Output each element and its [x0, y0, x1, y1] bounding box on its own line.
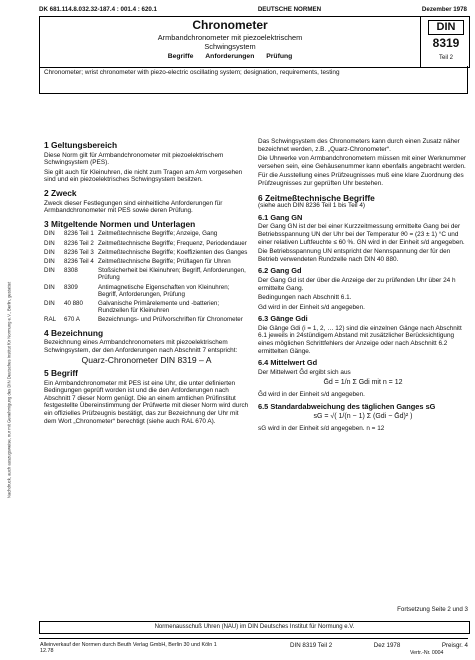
ref-number: 8236 Teil 3 [64, 248, 94, 256]
footer-price-group: Preisgr. 4 [441, 642, 468, 649]
publisher-note: Alleinverkauf der Normen durch Beuth Verlag GmbH, Berlin 30 und Köln 1 [40, 642, 217, 648]
ref-org: DIN [44, 267, 55, 275]
copyright-note: Nachdruck, auch auszugsweise, nur mit Genehmigung des DIN Deutsches Institut für Normung e.V., Berlin, gestattet [6, 281, 12, 499]
ref-org: DIN [44, 248, 55, 256]
section-1-paragraph-1: Diese Norm gilt für Armbandchronometer mit piezoelektrischem Schwingsystem (PES). [44, 151, 224, 167]
header-divider [420, 17, 421, 67]
publisher-code: 12.78 [40, 648, 54, 655]
section-6-4-paragraph-2: Ḡd wird in der Einheit s/d angegeben. [258, 391, 365, 399]
din-logo: DIN [428, 20, 464, 35]
ref-title: Zeitmeßtechnische Begriffe; Anzeige, Gang [98, 230, 218, 238]
committee-bar: Normenausschuß Uhren (NAU) im DIN Deutsches Institut für Normung e.V. [39, 621, 470, 634]
publication-date: Dezember 1978 [421, 6, 467, 13]
footer-publisher [40, 642, 250, 655]
ref-title: Zeitmeßtechnische Begriffe; Prüflagen für Uhren [98, 257, 231, 265]
reference-table [44, 230, 249, 325]
keyword-begriffe: Begriffe [167, 53, 194, 60]
document-title: Chronometer [192, 18, 268, 32]
right-paragraph-3: Für die Ausstellung eines Prüfzeugnisses muß eine klare Zuordnung des Prüfzeugnisses zur geprüften Uhr bestehen. [258, 172, 464, 187]
copyright-sidebar [2, 130, 16, 650]
section-5-heading: 5 Begriff [44, 367, 78, 378]
section-6-2-paragraph-1: Der Gang Gd ist der über die Anzeige der zu prüfenden Uhr über 24 h ermittelte Gang. [258, 276, 456, 292]
section-6-subheading: (siehe auch DIN 8236 Teil 1 bis Teil 4) [258, 202, 366, 210]
ref-org: DIN [44, 299, 55, 307]
section-6-1-paragraph-2: Die Betriebsspannung UN entspricht der Nennspannung der für den Betrieb verwendeten Rundzelle nach DIN 40 880. [258, 248, 451, 263]
keyword-pruefung: Prüfung [266, 53, 293, 60]
ref-number: 8236 Teil 2 [64, 239, 94, 247]
ref-title: Stoßsicherheit bei Kleinuhren; Begriff, Anforderungen, Prüfung [98, 267, 246, 282]
ref-number: 8236 Teil 4 [64, 257, 94, 265]
ref-title: Galvanische Primärelemente und -batterien; Rundzellen für Kleinuhren [98, 299, 220, 315]
subtitle-line-1: Armbandchronometer mit piezoelektrischem [157, 33, 303, 42]
section-6-5-heading: 6.5 Standardabweichung des täglichen Ganges sG [258, 401, 436, 411]
section-5-paragraph: Ein Armbandchronometer mit PES ist eine Uhr, die unter definierten Bedingungen geprüft worden ist und die den Anforderungen nach Abschnitt 7 dieser Norm genügt. Die an einem amtlichen Prüfinstitut festgestellte Übereinstimmung der Prüfwerte mit dieser Norm wird durch ein offizielles Prüfzeugnis bestätigt, das zur Bezeichnung der Uhr mit dem Wort „Chronometer“ berechtigt (siehe auch RAL 670 A). [44, 379, 249, 425]
standard-part: Teil 2 [438, 55, 453, 61]
section-6-1-paragraph-1: Der Gang GN ist der bei einer Kurzzeitmessung ermittelte Gang bei der Betriebsspannung UN der Uhr bei der Temperatur ϑ0 = (23 ± 1) °C und einer relativen Luftfeuchte ≤ 60 %. GN wird in der Einheit s/d angegeben. [258, 223, 465, 246]
reference-row [44, 267, 249, 283]
ref-number: 8308 [64, 267, 78, 275]
ref-number: 40 880 [64, 299, 83, 307]
ref-number: 670 A [64, 316, 80, 324]
ref-number: 8309 [64, 283, 78, 291]
reference-row [44, 300, 249, 316]
subtitle-line-2: Schwingsystem [204, 42, 256, 51]
section-4-heading: 4 Bezeichnung [44, 327, 104, 338]
ref-title: Antimagnetische Eigenschaften von Kleinuhren; Begriff, Anforderungen, Prüfung [98, 283, 230, 298]
ref-org: DIN [44, 283, 55, 291]
publisher-org: DEUTSCHE NORMEN [257, 6, 322, 13]
section-6-4-heading: 6.4 Mittelwert Gd [258, 358, 318, 368]
std-deviation-formula: sG = √( 1/(n − 1) Σ (Gdi − Ḡd)² ) [313, 413, 413, 421]
ref-title: Zeitmeßtechnische Begriffe; Koeffizienten des Ganges [98, 248, 248, 256]
section-6-2-paragraph-3: Gd wird in der Einheit s/d angegeben. [258, 303, 365, 311]
section-6-4-paragraph-1: Der Mittelwert Ḡd ergibt sich aus [258, 368, 351, 376]
section-6-3-paragraph: Die Gänge Gdi (i = 1, 2, … 12) sind die einzelnen Gänge nach Abschnitt 6.1 jeweils in 24stündigem Abstand mit zusätzlicher Berücksichtigung eines möglichen Schrittfehlers der Anzeige oder nach Abschnitt 6.2 ermittelten Gänge. [258, 324, 462, 355]
reference-row [44, 258, 249, 267]
subtitle-keywords [40, 52, 420, 61]
ref-number: 8236 Teil 1 [64, 230, 94, 238]
ref-title: Zeitmeßtechnische Begriffe; Frequenz, Periodendauer [98, 239, 247, 247]
section-3-heading: 3 Mitgeltende Normen und Unterlagen [44, 218, 196, 229]
ref-org: DIN [44, 257, 55, 265]
ref-org: DIN [44, 230, 55, 238]
classification-number: DK 681.114.8.032.32-187.4 : 001.4 : 620.1 [39, 6, 157, 13]
keyword-anforderungen: Anforderungen [205, 53, 255, 60]
section-6-5-paragraph: sG wird in der Einheit s/d angegeben. n = 12 [258, 424, 385, 432]
ref-org: DIN [44, 239, 55, 247]
reference-row [44, 316, 249, 325]
reference-row [44, 249, 249, 258]
continuation-note: Fortsetzung Seite 2 und 3 [397, 606, 468, 613]
reference-row [44, 240, 249, 249]
right-paragraph-2: Die Uhrwerke von Armbandchronometern müssen mit einer Werknummer versehen sein, eine Gehäusenummer kann ebenfalls angebracht werden. [258, 155, 467, 170]
section-2-paragraph: Zweck dieser Festlegungen sind einheitliche Anforderungen für Armbandchronometer mit PES sowie deren Prüfung. [44, 199, 223, 215]
document-header [39, 16, 470, 68]
ref-title: Bezeichnungs- und Prüfvorschriften für Chronometer [98, 316, 243, 324]
top-line [39, 6, 467, 13]
footer-reference [290, 642, 468, 649]
right-paragraph-1: Das Schwingsystem des Chronometers kann durch einen Zusatz näher bezeichnet werden, z.B. „Quarz-Chronometer“. [258, 138, 460, 153]
mean-formula: Ḡd = 1/n Σ Gdi mit n = 12 [323, 379, 403, 387]
standard-number: 8319 [432, 36, 460, 50]
ref-org: RAL [44, 316, 57, 324]
section-2-heading: 2 Zweck [44, 187, 77, 198]
right-column [258, 138, 468, 434]
designation-example: Quarz-Chronometer DIN 8319 – A [81, 355, 212, 366]
section-4-paragraph: Bezeichnung eines Armbandchronometers mit piezoelektrischem Schwingsystem, der den Anforderungen nach Abschnitt 7 entspricht: [44, 339, 238, 354]
section-1-heading: 1 Geltungsbereich [44, 140, 118, 150]
section-6-heading: 6 Zeitmeßtechnische Begriffe [258, 192, 375, 203]
footer-rule [39, 638, 468, 639]
section-6-2-paragraph-2: Bedingungen nach Abschnitt 6.1. [258, 294, 352, 302]
section-1-paragraph-2: Sie gilt auch für Kleinuhren, die nicht zum Tragen am Arm vorgesehen sind und ein piezoelektrisches Schwingsystem besitzen. [44, 168, 243, 184]
left-column [44, 142, 249, 427]
reference-row [44, 230, 249, 239]
footer-doc-date: Dez 1978 [373, 642, 401, 649]
english-title: Chronometer; wrist chronometer with piezo-electric oscillating system; designation, requirements, testing [39, 66, 468, 94]
section-6-2-heading: 6.2 Gang Gd [258, 266, 302, 276]
footer-doc-ref: DIN 8319 Teil 2 [290, 642, 333, 649]
section-6-1-heading: 6.1 Gang GN [258, 212, 303, 222]
section-6-3-heading: 6.3 Gänge Gdi [258, 314, 308, 324]
footer-vertrieb: Vertr.-Nr. 0004 [410, 650, 444, 656]
reference-row [44, 284, 249, 300]
